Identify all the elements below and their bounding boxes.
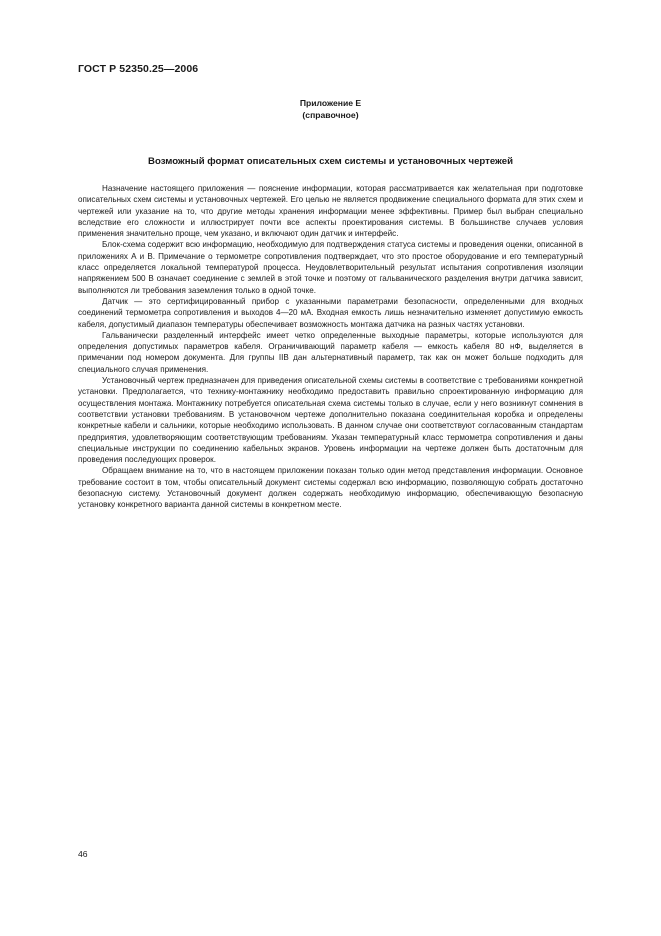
page-number: 46: [78, 849, 88, 859]
paragraph-6: Обращаем внимание на то, что в настоящем приложении показан только один метод представления информации. Основное требование состоит в том, чтобы описательный документ системы содержал всю информацию, позволяющую собрать достаточно безопасную систему. Установочный документ должен содержать необходимую информацию, обеспечивающую безопасную установку конкретного варианта данной системы в конкретном месте.: [78, 466, 583, 510]
document-id: ГОСТ Р 52350.25—2006: [78, 63, 199, 75]
paragraph-5: Установочный чертеж предназначен для приведения описательной схемы системы в соответствие с требованиями конкретной установки. Предполагается, что технику-монтажнику необходимо предоставить правильно спроектированную информацию для осуществления монтажа. Монтажнику потребуется описательная схема системы только в случае, если у него возникнут сомнения в соответствии установки требованиям. В установочном чертеже дополнительно показана соединительная коробка и определены конкретные кабели и сальники, которые необходимо использовать. В данном случае они соответствуют согласованным стандартам предприятия, удовлетворяющим соответствующим требованиям. Указан температурный класс термометра сопротивления и даны специальные инструкции по соединению кабельных экранов. Уровень информации на чертеже должен быть достаточным для проведения последующих проверок.: [78, 376, 583, 465]
body-text: [78, 183, 583, 511]
appendix-label: Приложение Е: [299, 98, 362, 108]
paragraph-4: Гальванически разделенный интерфейс имеет четко определенные выходные параметры, которые используются для определения допустимых параметров кабеля. Ограничивающий параметр кабеля — емкость кабеля 80 нФ, выделяется в примечании под номером документа. Для группы IIB дан альтернативный параметр, так как он может больше подходить для специального случая применения.: [78, 330, 583, 374]
appendix-type: (справочное): [302, 110, 359, 120]
paragraph-2: Блок-схема содержит всю информацию, необходимую для подтверждения статуса системы и проведения оценки, описанной в приложениях А и В. Примечание о термометре сопротивления подтверждает, что это простое оборудование и его температурный класс определяется локальной температурой процесса. Неудовлетворительный результат испытания сопротивления изоляции напряжением 500 В означает соединение с землей в этой точке и поэтому от гальванического разделения внутри датчика зависит, выполняются ли требования заземления только в одной точке.: [78, 240, 583, 295]
paragraph-1: Назначение настоящего приложения — пояснение информации, которая рассматривается как желательная при подготовке описательных схем системы и установочных чертежей. Его целью не является продвижение специального формата для этих схем и чертежей или указание на то, что другие методы хранения информации менее эффективны. Пример был выбран специально вследствие его сложности и иллюстрирует почти все аспекты проектирования системы. В большинстве случаев условия применения значительно проще, чем указано, и включают один датчик и интерфейс.: [78, 184, 583, 239]
section-title: Возможный формат описательных схем системы и установочных чертежей: [148, 156, 513, 167]
paragraph-3: Датчик — это сертифицированный прибор с указанными параметрами безопасности, определенными для входных соединений термометра сопротивления и выходов 4—20 мА. Входная емкость лишь незначительно изменяет допустимую емкость кабеля, допустимый диапазон температуры обеспечивает возможность монтажа датчика на разных частях установки.: [78, 296, 583, 329]
